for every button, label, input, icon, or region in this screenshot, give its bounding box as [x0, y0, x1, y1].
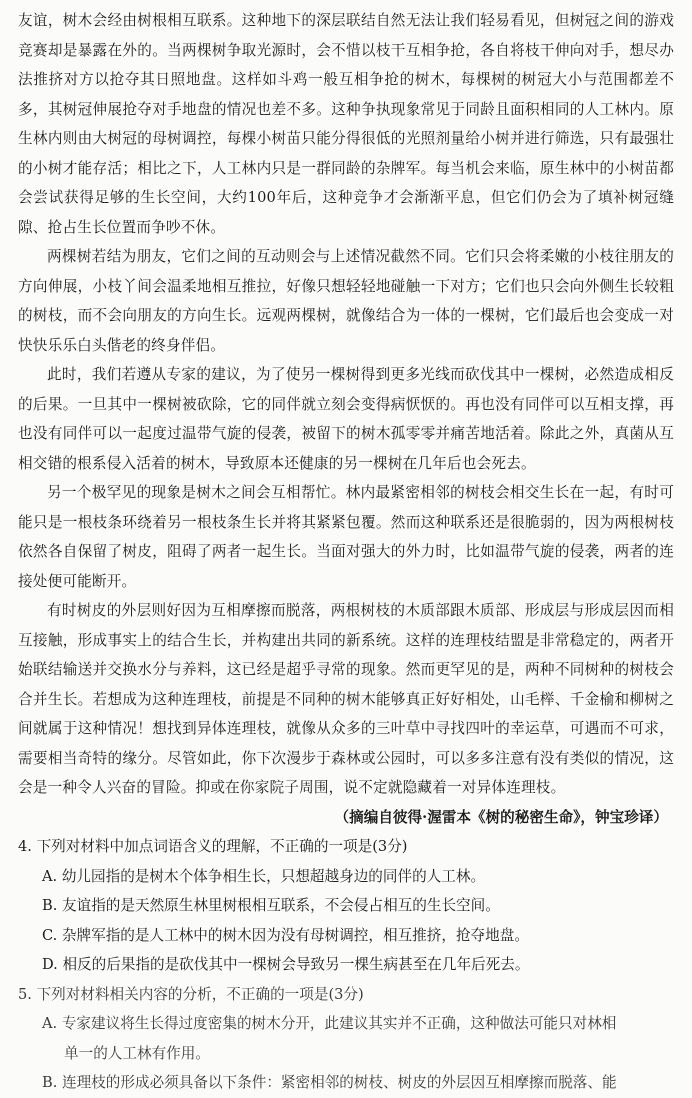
question-5-option-a-line1: A. 专家建议将生长得过度密集的树木分开，此建议其实并不正确，这种做法可能只对林相: [42, 1015, 617, 1032]
question-4-option-c: C. 杂牌军指的是人工林中的树木因为没有母树调控，相互推挤，抢夺地盘。: [42, 926, 529, 944]
question-5-option-a-line2: 单一的人工林有作用。: [64, 1044, 210, 1062]
question-5-option-b: B. 连理枝的形成必须具备以下条件：紧密相邻的树枝、树皮的外层因互相摩擦而脱落、能: [42, 1074, 617, 1091]
paragraph-5: 有时树皮的外层则好因为互相摩擦而脱落，两根树枝的木质部跟木质部、形成层与形成层因而相互接触，形成事实上的结合生长，并构建出共同的新系统。这样的连理枝结盟是非常稳定的，两者开始联结输送并交换水分与养料，这已经是超乎寻常的现象。然而更罕见的是，两种不同树种的树枝会合并生长。若想成为这种连理枝，前提是不同种的树木能够真正好好相处，山毛榉、千金榆和柳树之间就属于这种情况！想找到异体连理枝，就像从众多的三叶草中寻找四叶的幸运草，可遇而不可求，需要相当奇特的缘分。尽管如此，你下次漫步于森林或公园时，可以多多注意有没有类似的情况，这会是一种令人兴奋的冒险。抑或在你家院子周围，说不定就隐藏着一对异体连理枝。: [18, 602, 674, 796]
article-body: [18, 6, 674, 803]
paragraph-3: 此时，我们若遵从专家的建议，为了使另一棵树得到更多光线而砍伐其中一棵树，必然造成相反的后果。一旦其中一棵树被砍除，它的同伴就立刻会变得病恹恹的。再也没有同伴可以互相支撑，再也没有同伴可以一起度过温带气旋的侵袭，被留下的树木孤零零并痛苦地活着。除此之外，真菌从互相交错的根系侵入活着的树木，导致原本还健康的另一棵树在几年后也会死去。: [18, 366, 674, 472]
question-4-option-d: D. 相反的后果指的是砍伐其中一棵树会导致另一棵生病甚至在几年后死去。: [42, 956, 530, 973]
question-5-stem: 5. 下列对材料相关内容的分析，不正确的一项是(3分): [18, 985, 364, 1003]
question-4-option-b: B. 友谊指的是天然原生林里树根相互联系，不会侵占相互的生长空间。: [42, 897, 500, 914]
source-citation: （摘编自彼得·渥雷本《树的秘密生命》，钟宝珍译）: [334, 808, 668, 826]
question-4-stem: 4. 下列对材料中加点词语含义的理解，不正确的一项是(3分): [18, 838, 408, 855]
paragraph-1: 友谊，树木会经由树根相互联系。这种地下的深层联结自然无法让我们轻易看见，但树冠之间的游戏竞赛却是暴露在外的。当两棵树争取光源时，会不惜以枝干互相争抢，各自将枝干伸向对手，想尽办法推挤对方以抢夺其日照地盘。这样如斗鸡一般互相争抢的树木，每棵树的树冠大小与范围都差不多，其树冠伸展抢夺对手地盘的情况也差不多。这种争执现象常见于同龄且面积相同的人工林内。原生林内则由大树冠的母树调控，每棵小树苗只能分得很低的光照剂量给小树并进行筛选，只有最强壮的小树才能存活；相比之下，人工林内只是一群同龄的杂牌军。每当机会来临，原生林中的小树苗都会尝试获得足够的生长空间，大约100年后，这种竞争才会渐渐平息，但它们仍会为了填补树冠缝隙、抢占生长位置而争吵不休。: [18, 12, 674, 236]
question-4-option-a: A. 幼儿园指的是树木个体争相生长，只想超越身边的同伴的人工林。: [42, 867, 486, 885]
question-5-option-a: [18, 1009, 674, 1068]
paragraph-4: 另一个极罕见的现象是树木之间会互相帮忙。林内最紧密相邻的树枝会相交生长在一起，有时可能只是一根枝条环绕着另一根枝条生长并将其紧紧包覆。然而这种联系还是很脆弱的，因为两根树枝依然各自保留了树皮，阻碍了两者一起生长。当面对强大的外力时，比如温带气旋的侵袭，两者的连接处便可能断开。: [18, 484, 674, 590]
paragraph-2: 两棵树若结为朋友，它们之间的互动则会与上述情况截然不同。它们只会将柔嫩的小枝往朋友的方向伸展，小枝丫间会温柔地相互推拉，好像只想轻轻地碰触一下对方；它们也只会向外侧生长较粗的树枝，而不会向朋友的方向生长。远观两棵树，就像结合为一体的一棵树，它们最后也会变成一对快快乐乐白头偕老的终身伴侣。: [18, 248, 674, 354]
